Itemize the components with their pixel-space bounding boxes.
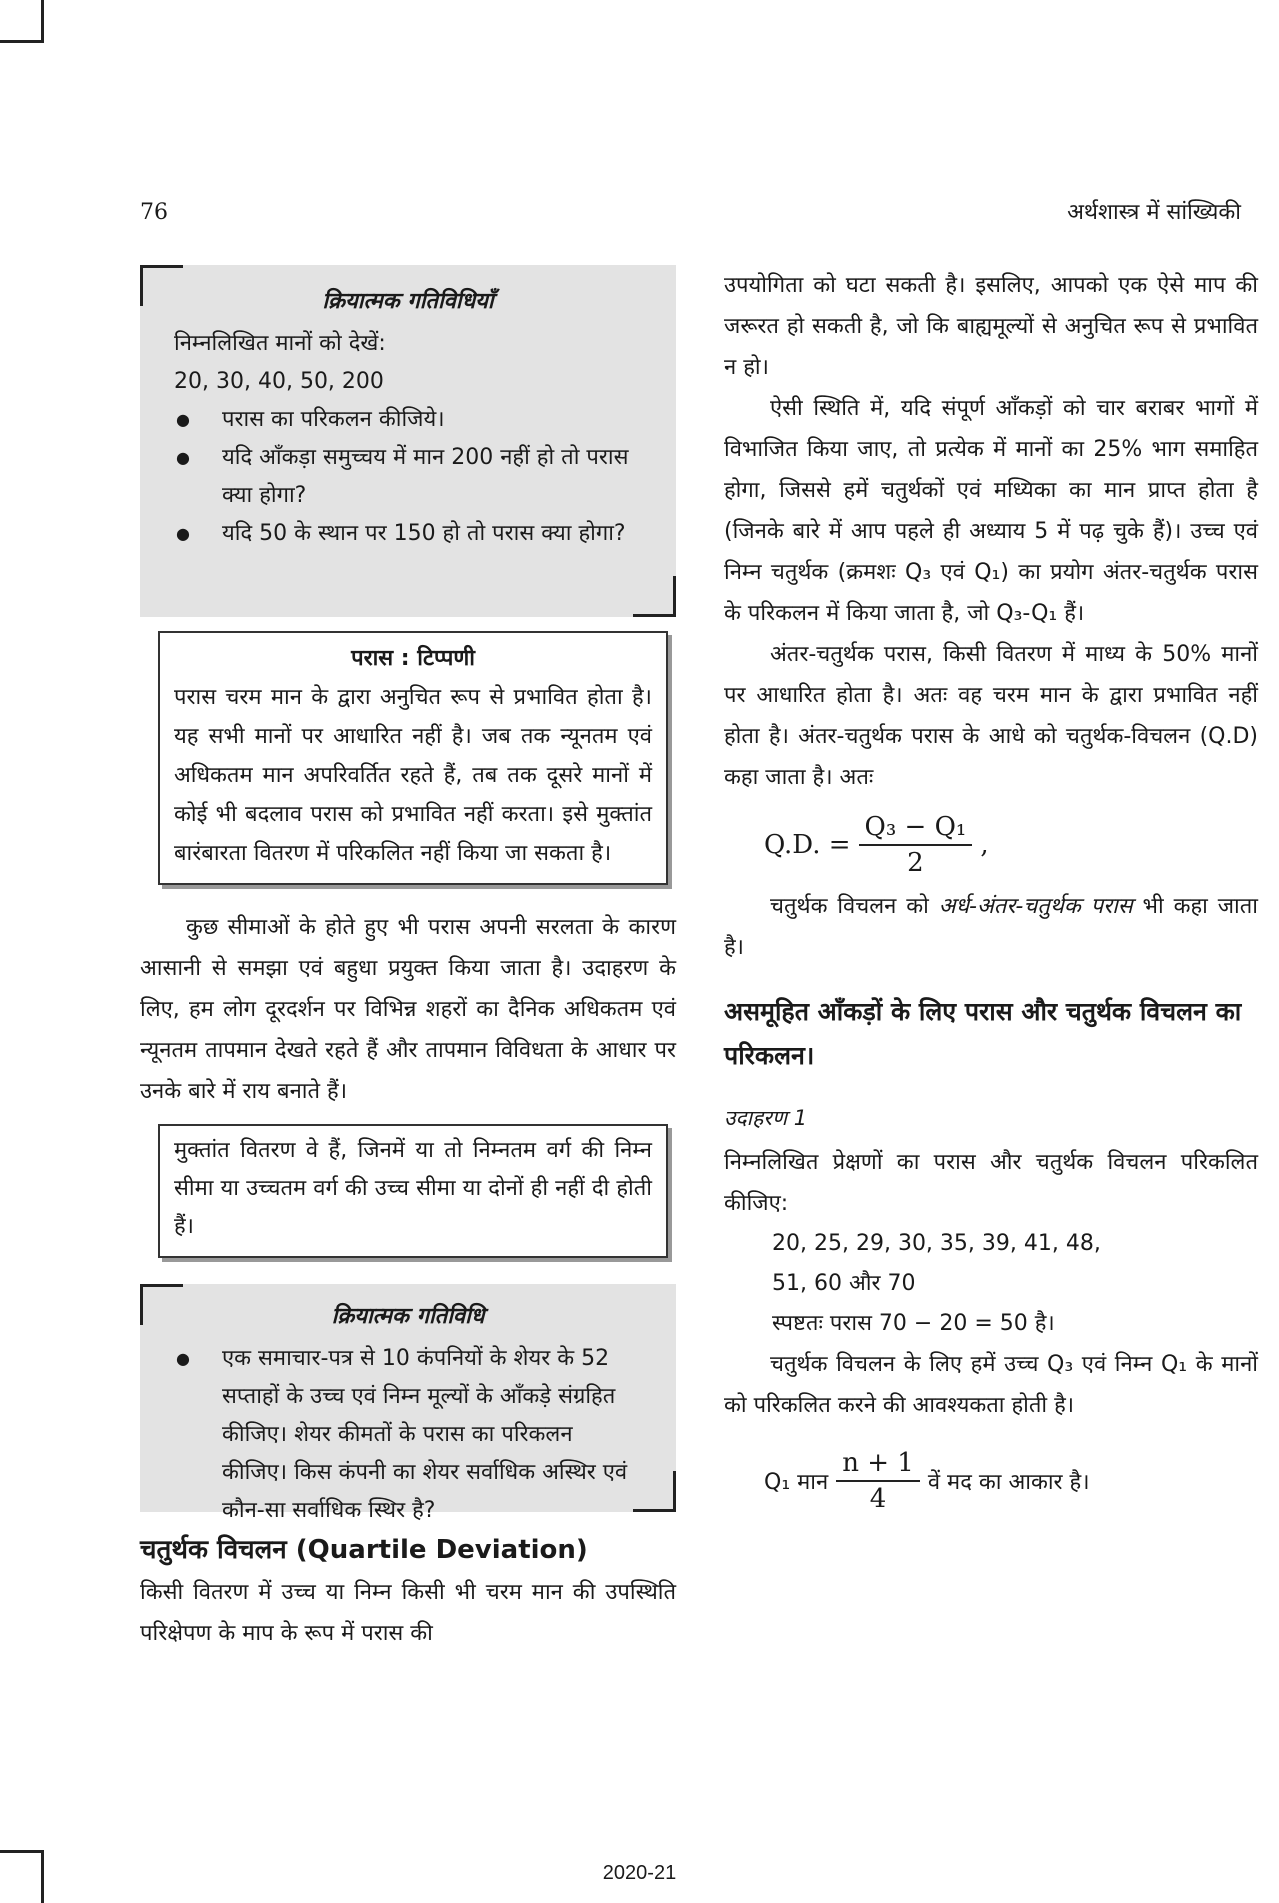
crop-mark bbox=[0, 40, 44, 43]
fraction bbox=[859, 812, 973, 878]
data-line: 20, 25, 29, 30, 35, 39, 41, 48, bbox=[772, 1231, 1101, 1256]
note-text: परास चरम मान के द्वारा अनुचित रूप से प्रभावित होता है। यह सभी मानों पर आधारित नहीं है। जब तक न्यूनतम एवं अधिकतम मान अपरिवर्तित रहते हैं, तब तक दूसरे मानों में कोई भी बदलाव परास को प्रभावित नहीं करता। इसे मुक्तांत बारंबारता वितरण में परिकलित नहीं किया जा सकता है। bbox=[174, 685, 652, 866]
activity-title: क्रियात्मक गतिविधियाँ bbox=[322, 289, 494, 314]
qd-formula bbox=[764, 812, 1258, 878]
corner-bracket bbox=[140, 1284, 183, 1325]
page-number: 76 bbox=[140, 200, 168, 225]
paragraph: अंतर-चतुर्थक परास, किसी वितरण में माध्य के 50% मानों पर आधारित होता है। अतः वह चरम मान के द्वारा प्रभावित नहीं होता है। अंतर-चतुर्थक परास के आधे को चतुर्थक-विचलन (Q.D) कहा जाता है। अतः bbox=[724, 642, 1258, 790]
paragraph: निम्नलिखित प्रेक्षणों का परास और चतुर्थक विचलन परिकलित कीजिए: bbox=[724, 1150, 1258, 1216]
paragraph: चतुर्थक विचलन के लिए हमें उच्च Q₃ एवं निम्न Q₁ के मानों को परिकलित करने की आवश्यकता होती है। bbox=[724, 1352, 1258, 1418]
italic-term: अर्ध-अंतर-चतुर्थक परास bbox=[938, 894, 1133, 919]
paragraph: ऐसी स्थिति में, यदि संपूर्ण आँकड़ों को चार बराबर भागों में विभाजित किया जाए, तो प्रत्येक में मानों का 25% भाग समाहित होगा, जिससे हमें चतुर्थकों एवं मध्यिका का मान प्राप्त होता है (जिनके बारे में आप पहले ही अध्याय 5 में पढ़ चुके हैं)। उच्च एवं निम्न चतुर्थक (क्रमशः Q₃ एवं Q₁) का प्रयोग अंतर-चतुर्थक परास के परिकलन में किया जाता है, जो Q₃-Q₁ हैं। bbox=[724, 396, 1258, 626]
range-note-box bbox=[158, 631, 668, 885]
book-title: अर्थशास्त्र में सांख्यिकी bbox=[1067, 200, 1241, 225]
activity-title: क्रियात्मक गतिविधि bbox=[331, 1304, 485, 1329]
formula-lhs: Q₁ मान bbox=[764, 1470, 829, 1495]
paragraph: उपयोगिता को घटा सकती है। इसलिए, आपको एक ऐसे माप की जरूरत हो सकती है, जो कि बाह्यमूल्यों से अनुचित रूप से प्रभावित न हो। bbox=[724, 273, 1258, 380]
section-heading: चतुर्थक विचलन (Quartile Deviation) bbox=[140, 1535, 588, 1565]
bullet-item: ● एक समाचार-पत्र से 10 कंपनियों के शेयर के 52 सप्ताहों के उच्च एवं निम्न मूल्यों के आँकड़े संग्रहित कीजिए। शेयर कीमतों के परास का परिकलन कीजिए। किस कंपनी का शेयर सर्वाधिक अस्थिर एवं कौन-सा सर्वाधिक स्थिर है? bbox=[174, 1340, 642, 1530]
activity-values: 20, 30, 40, 50, 200 bbox=[174, 369, 384, 394]
footer-year: 2020-21 bbox=[602, 1862, 677, 1884]
bullet-item: ● यदि आँकड़ा समुच्चय में मान 200 नहीं हो तो परास क्या होगा? bbox=[174, 439, 642, 515]
corner-bracket bbox=[633, 576, 676, 617]
formula-rhs: वें मद का आकार है। bbox=[927, 1470, 1090, 1495]
open-end-note-box bbox=[158, 1124, 668, 1258]
example-label: उदाहरण 1 bbox=[724, 1106, 808, 1130]
activity-intro: निम्नलिखित मानों को देखें: bbox=[174, 331, 386, 356]
crop-mark bbox=[41, 0, 44, 43]
activity-box bbox=[140, 265, 676, 617]
fraction bbox=[836, 1448, 920, 1514]
formula-lhs: Q.D. = bbox=[764, 830, 851, 860]
fraction-numerator: n + 1 bbox=[836, 1448, 920, 1482]
note-title: परास : टिप्पणी bbox=[351, 646, 475, 671]
activity-bullets bbox=[174, 1340, 642, 1530]
paragraph: किसी वितरण में उच्च या निम्न किसी भी चरम मान की उपस्थिति परिक्षेपण के माप के रूप में परास की bbox=[140, 1580, 676, 1646]
fraction-denominator: 4 bbox=[869, 1484, 887, 1514]
text-run: चतुर्थक विचलन को bbox=[770, 894, 929, 919]
paragraph: कुछ सीमाओं के होते हुए भी परास अपनी सरलता के कारण आसानी से समझा एवं बहुधा प्रयुक्त किया जाता है। उदाहरण के लिए, हम लोग दूरदर्शन पर विभिन्न शहरों का दैनिक अधिकतम एवं न्यूनतम तापमान देखते रहते हैं और तापमान विविधता के आधार पर उनके बारे में राय बनाते हैं। bbox=[140, 915, 676, 1104]
range-result: स्पष्टतः परास 70 − 20 = 50 है। bbox=[772, 1311, 1055, 1336]
bullet-item: ● यदि 50 के स्थान पर 150 हो तो परास क्या होगा? bbox=[174, 515, 642, 553]
text-run: भी कहा जाता है। bbox=[724, 894, 1258, 960]
activity-bullets bbox=[174, 401, 642, 553]
formula-trail: , bbox=[980, 830, 989, 860]
fraction-denominator: 2 bbox=[907, 848, 924, 878]
data-line: 51, 60 और 70 bbox=[772, 1271, 916, 1296]
section-heading: असमूहित आँकड़ों के लिए परास और चतुर्थक विचलन का परिकलन। bbox=[724, 997, 1242, 1070]
q1-formula bbox=[764, 1448, 1258, 1514]
paragraph bbox=[724, 886, 1258, 968]
activity-box bbox=[140, 1284, 676, 1523]
left-column bbox=[140, 265, 676, 1654]
right-column bbox=[724, 265, 1258, 1522]
bullet-item: ● परास का परिकलन कीजिये। bbox=[174, 401, 642, 439]
corner-bracket bbox=[140, 265, 183, 306]
note-text: मुक्तांत वितरण वे हैं, जिनमें या तो निम्नतम वर्ग की निम्न सीमा या उच्चतम वर्ग की उच्च सीमा या दोनों ही नहीं दी होती हैं। bbox=[174, 1138, 652, 1239]
fraction-numerator: Q₃ − Q₁ bbox=[859, 812, 973, 846]
crop-mark bbox=[0, 1850, 44, 1853]
